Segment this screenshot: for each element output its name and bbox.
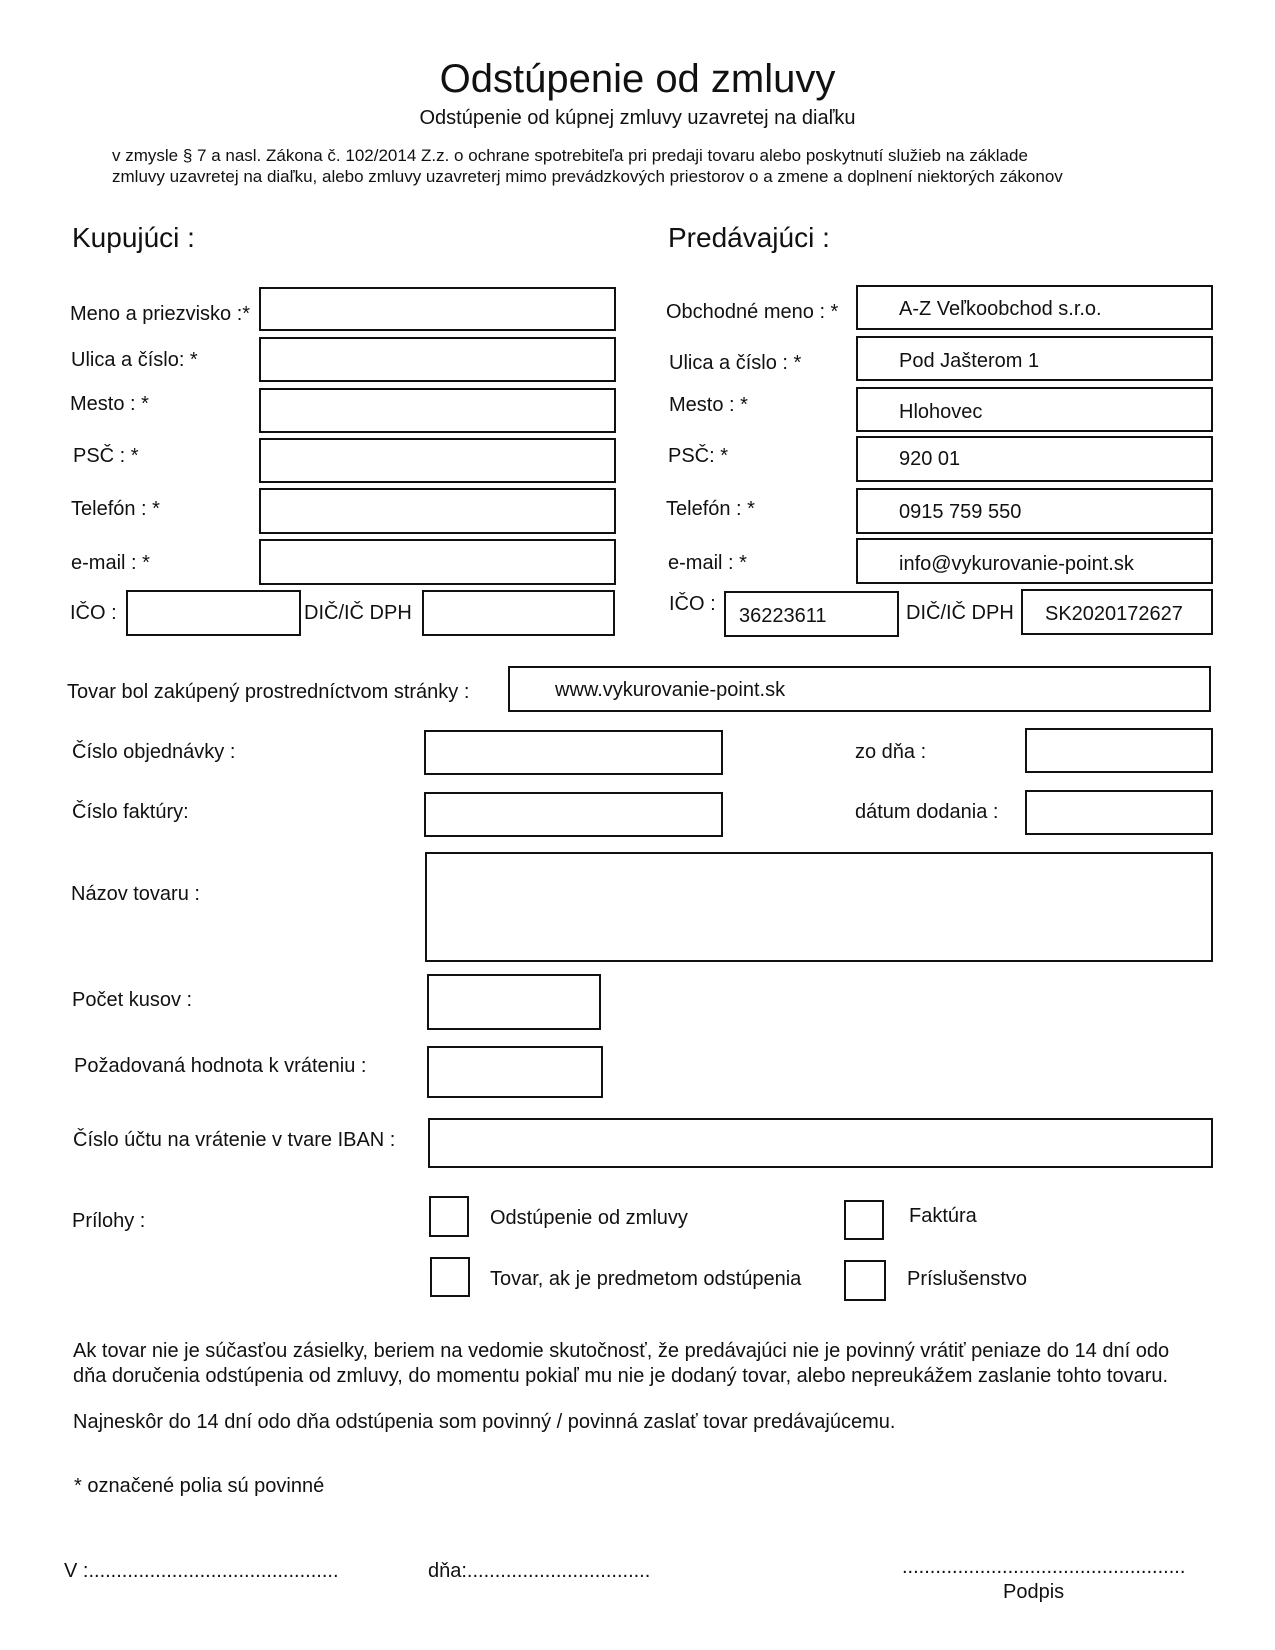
page-subtitle: Odstúpenie od kúpnej zmluvy uzavretej na diaľku: [419, 107, 856, 129]
attachment-goods-label: Tovar, ak je predmetom odstúpenia: [490, 1268, 802, 1290]
order-number-label: Číslo objednávky :: [72, 741, 236, 763]
seller-zip-label: PSČ: *: [668, 445, 729, 467]
notes-deadline-text: Najneskôr do 14 dní odo dňa odstúpenia som povinný / povinná zaslať tovar predávajúcemu.: [73, 1411, 896, 1433]
order-date-label: zo dňa :: [855, 741, 927, 763]
quantity-label: Počet kusov :: [72, 989, 193, 1011]
quantity-field[interactable]: [427, 974, 601, 1030]
buyer-street-label: Ulica a číslo: *: [71, 349, 198, 371]
buyer-ico-label: IČO :: [70, 602, 117, 624]
refund-amount-label: Požadovaná hodnota k vráteniu :: [74, 1055, 367, 1077]
order-number-field[interactable]: [424, 730, 723, 775]
seller-street-field[interactable]: [856, 336, 1213, 381]
buyer-heading: Kupujúci :: [72, 222, 195, 253]
seller-street-value: Pod Jašterom 1: [899, 350, 1040, 372]
order-date-field[interactable]: [1025, 728, 1213, 773]
website-value: www.vykurovanie-point.sk: [555, 679, 786, 701]
seller-email-label: e-mail : *: [668, 552, 747, 574]
place-line[interactable]: V :.............................................: [64, 1560, 339, 1582]
attachment-withdrawal-label: Odstúpenie od zmluvy: [490, 1207, 688, 1229]
attachment-accessories-label: Príslušenstvo: [907, 1268, 1028, 1290]
buyer-email-field[interactable]: [259, 539, 616, 585]
product-name-field[interactable]: [425, 852, 1213, 962]
required-fields-note: * označené polia sú povinné: [74, 1475, 325, 1497]
intro-line-2: zmluvy uzavretej na diaľku, alebo zmluvy uzavreterj mimo prevádzkových priestorov o a zmene a doplnení niektorých zákonov: [112, 167, 1063, 186]
notes-paragraph-line-2: dňa doručenia odstúpenia od zmluvy, do momentu pokiaľ mu nie je dodaný tovar, alebo nepreukážem zaslanie tohto tovaru.: [73, 1365, 1169, 1387]
seller-phone-field[interactable]: [856, 488, 1213, 534]
seller-zip-value: 920 01: [899, 448, 961, 470]
attachment-withdrawal-checkbox[interactable]: [429, 1196, 469, 1237]
invoice-number-label: Číslo faktúry:: [72, 801, 189, 823]
seller-zip-field[interactable]: [856, 436, 1213, 482]
product-name-label: Názov tovaru :: [71, 883, 200, 905]
seller-ico-label: IČO :: [669, 593, 716, 615]
delivery-date-label: dátum dodania :: [855, 801, 999, 823]
seller-city-field[interactable]: [856, 387, 1213, 432]
seller-heading: Predávajúci :: [668, 222, 830, 253]
seller-company-label: Obchodné meno : *: [666, 301, 839, 323]
signature-label: Podpis: [1003, 1581, 1065, 1603]
buyer-email-label: e-mail : *: [71, 552, 150, 574]
date-line[interactable]: dňa:.................................: [428, 1560, 651, 1582]
iban-field[interactable]: [428, 1118, 1213, 1168]
iban-label: Číslo účtu na vrátenie v tvare IBAN :: [73, 1129, 396, 1151]
attachment-goods-checkbox[interactable]: [430, 1257, 470, 1297]
intro-line-1: v zmysle § 7 a nasl. Zákona č. 102/2014 Z.z. o ochrane spotrebiteľa pri predaji tovaru alebo poskytnutí služieb na základe: [112, 146, 1028, 165]
buyer-city-field[interactable]: [259, 388, 616, 433]
seller-company-field[interactable]: [856, 285, 1213, 330]
attachments-label: Prílohy :: [72, 1210, 146, 1232]
seller-ico-field[interactable]: [724, 591, 899, 637]
attachment-invoice-checkbox[interactable]: [844, 1200, 884, 1240]
attachment-accessories-checkbox[interactable]: [844, 1260, 886, 1301]
seller-dic-field[interactable]: [1021, 589, 1213, 635]
notes-paragraph-line-1: Ak tovar nie je súčasťou zásielky, beriem na vedomie skutočnosť, že predávajúci nie je povinný vrátiť peniaze do 14 dní odo: [73, 1340, 1170, 1362]
page-title: Odstúpenie od zmluvy: [439, 57, 836, 101]
buyer-phone-label: Telefón : *: [71, 498, 160, 520]
signature-line[interactable]: ...................................................: [902, 1556, 1186, 1578]
buyer-dic-label: DIČ/IČ DPH: [304, 602, 412, 624]
buyer-zip-label: PSČ : *: [73, 445, 139, 467]
delivery-date-field[interactable]: [1025, 790, 1213, 835]
refund-amount-field[interactable]: [427, 1046, 603, 1098]
seller-email-value: info@vykurovanie-point.sk: [899, 553, 1134, 575]
seller-company-value: A-Z Veľkoobchod s.r.o.: [899, 298, 1102, 320]
buyer-city-label: Mesto : *: [70, 393, 149, 415]
website-field[interactable]: [508, 666, 1211, 712]
buyer-name-label: Meno a priezvisko :*: [70, 303, 251, 325]
seller-city-label: Mesto : *: [669, 394, 748, 416]
buyer-name-field[interactable]: [259, 287, 616, 331]
buyer-ico-field[interactable]: [126, 590, 301, 636]
attachment-invoice-label: Faktúra: [909, 1205, 977, 1227]
buyer-dic-field[interactable]: [422, 590, 615, 636]
seller-city-value: Hlohovec: [899, 401, 983, 423]
invoice-number-field[interactable]: [424, 792, 723, 837]
buyer-street-field[interactable]: [259, 337, 616, 382]
seller-street-label: Ulica a číslo : *: [669, 352, 802, 374]
seller-dic-label: DIČ/IČ DPH: [906, 602, 1014, 624]
seller-phone-value: 0915 759 550: [899, 501, 1022, 523]
seller-dic-value: SK2020172627: [1045, 603, 1183, 625]
buyer-zip-field[interactable]: [259, 438, 616, 483]
seller-phone-label: Telefón : *: [666, 498, 755, 520]
seller-email-field[interactable]: [856, 538, 1213, 584]
buyer-phone-field[interactable]: [259, 488, 616, 534]
seller-ico-value: 36223611: [739, 605, 827, 627]
website-label: Tovar bol zakúpený prostredníctvom stránky :: [67, 681, 470, 703]
